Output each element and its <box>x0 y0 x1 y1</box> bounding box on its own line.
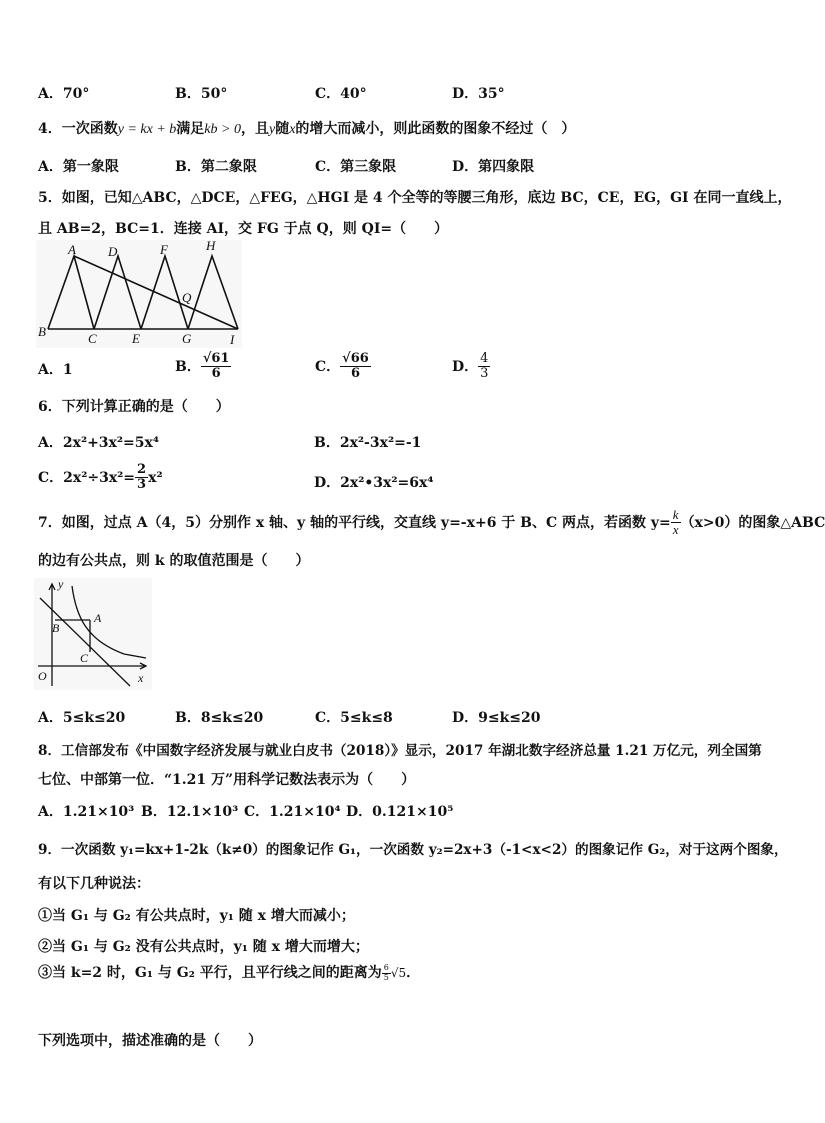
q4-stem-mid1: 满足 <box>176 121 205 137</box>
q5-option-c: C． $\frac{√66}{6}$ <box>315 351 369 382</box>
q4-var-y: y <box>268 122 276 137</box>
q4-stem-prefix: 4．一次函数 <box>38 121 118 137</box>
q5-label-g: G <box>182 331 192 346</box>
q8-option-c: C．1.21×10⁴ <box>244 804 341 820</box>
q5-line2: 且 AB=2，BC=1．连接 AI，交 FG 于点 Q，则 QI=（ ） <box>38 221 449 237</box>
q5-label-i: I <box>230 332 235 347</box>
q4-formula: y = kx + b <box>117 122 177 137</box>
q7-option-a: A．5≤k≤20 <box>38 710 126 726</box>
q4-stem <box>38 118 575 138</box>
q7-label-c: C <box>80 651 89 665</box>
q5-option-c-fraction: $\frac{√66}{6}$ <box>342 351 369 382</box>
q6-option-a: A．2x²+3x²=5x⁴ <box>38 435 159 451</box>
q7-label-o: O <box>38 669 47 683</box>
q4-stem-mid2: ，且 <box>240 121 269 137</box>
q8-line1: 8．工信部发布《中国数字经济发展与就业白皮书（2018）》显示，2017 年湖北数字经济总量 1.21 万亿元，列全国第 <box>38 743 762 759</box>
q9-distance-fraction: $\frac{6}{5}$ <box>383 962 389 982</box>
q3-option-d: D．35° <box>452 86 505 102</box>
q9-distance-root: √5 <box>390 966 407 980</box>
q5-option-d-fraction: $\frac{4}{3}$ <box>480 351 489 382</box>
q5-option-b: B． $\frac{√61}{6}$ <box>175 351 230 382</box>
q7-option-c: C．5≤k≤8 <box>315 710 393 726</box>
q3-option-b: B．50° <box>175 86 228 102</box>
q6-option-b: B．2x²-3x²=-1 <box>314 435 422 451</box>
q9-statement-1: ①当 G₁ 与 G₂ 有公共点时，y₁ 随 x 增大而减小； <box>38 908 355 924</box>
q5-label-q: Q <box>182 290 192 305</box>
q4-option-d: D．第四象限 <box>452 159 535 175</box>
q3-option-c: C．40° <box>315 86 367 102</box>
q5-line1: 5．如图，已知△ABC，△DCE，△FEG，△HGI 是 4 个全等的等腰三角形，底边 BC，CE，EG，GI 在同一直线上， <box>38 190 792 206</box>
q4-var-x: x <box>289 122 296 137</box>
q5-option-b-fraction: $\frac{√61}{6}$ <box>202 351 230 382</box>
q5-options <box>38 352 758 388</box>
q8-option-d: D．0.121×10⁵ <box>346 804 454 820</box>
q4-stem-end: 的增大而减小，则此函数的图象不经过（ ） <box>295 121 576 137</box>
q9-statement-2: ②当 G₁ 与 G₂ 没有公共点时，y₁ 随 x 增大而增大； <box>38 939 369 955</box>
q5-label-c: C <box>88 331 97 346</box>
q7-figure <box>34 578 152 690</box>
q6-option-c: C．2x²÷3x²= $\frac{2}{3}$ x² <box>38 462 163 493</box>
q5-figure <box>36 240 242 348</box>
q5-label-d: D <box>108 244 118 259</box>
q5-label-b: B <box>38 324 46 339</box>
q8-line2: 七位、中部第一位．“1.21 万”用科学记数法表示为（ ） <box>38 772 416 788</box>
q6-option-c-fraction: $\frac{2}{3}$ <box>137 462 147 493</box>
q4-option-a: A．第一象限 <box>38 159 119 175</box>
q5-option-d: D． $\frac{4}{3}$ <box>452 351 489 382</box>
q5-label-h: H <box>206 238 216 253</box>
q4-stem-mid3: 随 <box>275 121 290 137</box>
q6-option-d: D．2x²•3x²=6x⁴ <box>314 475 434 491</box>
q9-statement-3: ③当 k=2 时，G₁ 与 G₂ 平行，且平行线之间的距离为 $\frac{6}{5}$ √5． <box>38 962 421 982</box>
q7-label-y: y <box>58 577 64 591</box>
q9-line2: 有以下几种说法： <box>38 876 150 892</box>
q7-option-b: B．8≤k≤20 <box>175 710 264 726</box>
q7-option-d: D．9≤k≤20 <box>452 710 541 726</box>
q7-label-b: B <box>52 621 60 635</box>
q8-option-b: B．12.1×10³ <box>141 804 239 820</box>
q7-line1: 7．如图，过点 A（4，5）分别作 x 轴、y 轴的平行线，交直线 y=-x+6 于 B、C 两点，若函数 y= $\frac{k}{x}$ （x>0）的图象△ABC <box>38 507 825 538</box>
q5-label-f: F <box>160 242 168 257</box>
q9-final-prompt: 下列选项中，描述准确的是（ ） <box>38 1033 262 1049</box>
q5-label-e: E <box>132 331 140 346</box>
q6-stem: 6．下列计算正确的是（ ） <box>38 399 230 415</box>
q7-label-a: A <box>94 611 102 625</box>
q7-line2: 的边有公共点，则 k 的取值范围是（ ） <box>38 553 310 569</box>
q9-line1: 9．一次函数 y₁=kx+1-2k（k≠0）的图象记作 G₁，一次函数 y₂=2x+3（-1<x<2）的图象记作 G₂，对于这两个图象， <box>38 842 788 858</box>
q7-fraction: $\frac{k}{x}$ <box>672 507 679 538</box>
q5-label-a: A <box>68 242 76 257</box>
q4-option-b: B．第二象限 <box>175 159 257 175</box>
q7-label-x: x <box>138 671 144 685</box>
q4-condition: kb > 0 <box>204 122 241 137</box>
q4-option-c: C．第三象限 <box>315 159 397 175</box>
q8-option-a: A．1.21×10³ <box>38 804 135 820</box>
q5-option-a: A．1 <box>38 362 73 378</box>
q3-option-a: A．70° <box>38 86 90 102</box>
